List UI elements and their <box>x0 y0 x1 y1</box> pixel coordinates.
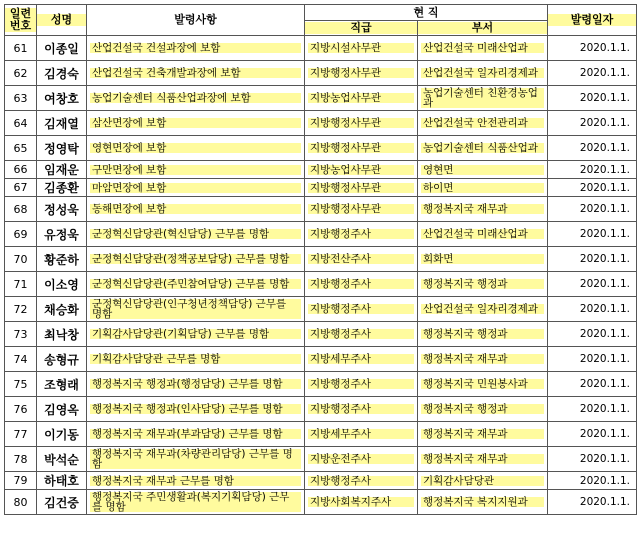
table-row <box>5 297 637 322</box>
table-row <box>5 247 637 272</box>
row-number: 63 <box>5 86 37 111</box>
table-row <box>5 86 637 111</box>
row-rank: 지방행정사무관 <box>305 197 418 222</box>
personnel-table-wrapper <box>4 4 636 515</box>
row-order: 행정복지국 행정과(행정담당) 근무를 명함 <box>87 372 305 397</box>
row-order: 군정혁신담당관(혁신담당) 근무를 명함 <box>87 222 305 247</box>
row-dept: 하이면 <box>418 179 548 197</box>
row-name: 김경숙 <box>37 61 87 86</box>
row-number: 70 <box>5 247 37 272</box>
table-row <box>5 322 637 347</box>
row-date: 2020.1.1. <box>548 322 637 347</box>
row-date: 2020.1.1. <box>548 247 637 272</box>
row-date: 2020.1.1. <box>548 297 637 322</box>
table-row <box>5 222 637 247</box>
row-order: 행정복지국 행정과(인사담당) 근무를 명함 <box>87 397 305 422</box>
row-date: 2020.1.1. <box>548 347 637 372</box>
row-date: 2020.1.1. <box>548 490 637 515</box>
row-date: 2020.1.1. <box>548 61 637 86</box>
row-rank: 지방행정주사 <box>305 322 418 347</box>
row-name: 이기동 <box>37 422 87 447</box>
row-date: 2020.1.1. <box>548 136 637 161</box>
row-dept: 기획감사담당관 <box>418 472 548 490</box>
row-name: 송형규 <box>37 347 87 372</box>
table-row <box>5 347 637 372</box>
table-row <box>5 272 637 297</box>
row-order: 군정혁신담당관(주민참여담당) 근무를 명함 <box>87 272 305 297</box>
row-order: 구만면장에 보함 <box>87 161 305 179</box>
row-name: 이소영 <box>37 272 87 297</box>
row-name: 정영탁 <box>37 136 87 161</box>
row-rank: 지방행정주사 <box>305 272 418 297</box>
row-date: 2020.1.1. <box>548 272 637 297</box>
row-name: 김재열 <box>37 111 87 136</box>
row-date: 2020.1.1. <box>548 179 637 197</box>
row-number: 64 <box>5 111 37 136</box>
row-number: 61 <box>5 36 37 61</box>
row-order: 기획감사담당관(기획담당) 근무를 명함 <box>87 322 305 347</box>
row-name: 이종일 <box>37 36 87 61</box>
row-name: 조형래 <box>37 372 87 397</box>
row-name: 채승화 <box>37 297 87 322</box>
row-date: 2020.1.1. <box>548 222 637 247</box>
table-row <box>5 490 637 515</box>
row-rank: 지방행정사무관 <box>305 136 418 161</box>
row-number: 69 <box>5 222 37 247</box>
header-name: 성명 <box>37 5 87 36</box>
row-dept: 행정복지국 재무과 <box>418 422 548 447</box>
row-dept: 농업기술센터 친환경농업과 <box>418 86 548 111</box>
row-number: 77 <box>5 422 37 447</box>
row-number: 73 <box>5 322 37 347</box>
table-row <box>5 197 637 222</box>
row-rank: 지방행정주사 <box>305 472 418 490</box>
row-dept: 행정복지국 재무과 <box>418 197 548 222</box>
row-name: 하태호 <box>37 472 87 490</box>
table-row <box>5 422 637 447</box>
row-rank: 지방행정사무관 <box>305 61 418 86</box>
row-dept: 영현면 <box>418 161 548 179</box>
row-order: 삼산면장에 보함 <box>87 111 305 136</box>
row-date: 2020.1.1. <box>548 372 637 397</box>
row-dept: 행정복지국 행정과 <box>418 322 548 347</box>
header-date: 발령일자 <box>548 5 637 36</box>
row-dept: 산업건설국 미래산업과 <box>418 222 548 247</box>
row-rank: 지방행정주사 <box>305 222 418 247</box>
header-current: 현 직 <box>305 5 548 21</box>
row-date: 2020.1.1. <box>548 397 637 422</box>
row-number: 71 <box>5 272 37 297</box>
row-dept: 산업건설국 안전관리과 <box>418 111 548 136</box>
row-date: 2020.1.1. <box>548 86 637 111</box>
row-rank: 지방세무주사 <box>305 422 418 447</box>
row-dept: 산업건설국 미래산업과 <box>418 36 548 61</box>
table-row <box>5 111 637 136</box>
header-rank: 직급 <box>305 21 418 36</box>
row-name: 정성욱 <box>37 197 87 222</box>
table-row <box>5 36 637 61</box>
row-date: 2020.1.1. <box>548 111 637 136</box>
row-date: 2020.1.1. <box>548 161 637 179</box>
row-number: 74 <box>5 347 37 372</box>
row-number: 67 <box>5 179 37 197</box>
header-dept: 부서 <box>418 21 548 36</box>
row-name: 황준하 <box>37 247 87 272</box>
table-row <box>5 136 637 161</box>
row-order: 산업건설국 건설과장에 보함 <box>87 36 305 61</box>
table-row <box>5 372 637 397</box>
row-order: 군정혁신담당관(인구청년정책담당) 근무를 명함 <box>87 297 305 322</box>
row-rank: 지방행정주사 <box>305 372 418 397</box>
row-order: 마암면장에 보함 <box>87 179 305 197</box>
row-rank: 지방운전주사 <box>305 447 418 472</box>
row-name: 박석순 <box>37 447 87 472</box>
row-rank: 지방세무주사 <box>305 347 418 372</box>
personnel-order-table <box>4 4 637 515</box>
row-order: 기획감사담당관 근무를 명함 <box>87 347 305 372</box>
row-order: 행정복지국 주민생활과(복지기획담당) 근무를 명함 <box>87 490 305 515</box>
table-row <box>5 161 637 179</box>
row-dept: 산업건설국 일자리경제과 <box>418 61 548 86</box>
row-number: 72 <box>5 297 37 322</box>
row-name: 임재운 <box>37 161 87 179</box>
row-order: 농업기술센터 식품산업과장에 보함 <box>87 86 305 111</box>
row-number: 68 <box>5 197 37 222</box>
row-order: 산업건설국 건축개발과장에 보함 <box>87 61 305 86</box>
row-order: 행정복지국 재무과 근무를 명함 <box>87 472 305 490</box>
row-dept: 행정복지국 복지지원과 <box>418 490 548 515</box>
row-name: 최낙창 <box>37 322 87 347</box>
table-row <box>5 397 637 422</box>
row-date: 2020.1.1. <box>548 422 637 447</box>
row-order: 영현면장에 보함 <box>87 136 305 161</box>
row-dept: 행정복지국 재무과 <box>418 347 548 372</box>
row-dept: 행정복지국 행정과 <box>418 397 548 422</box>
row-number: 65 <box>5 136 37 161</box>
row-number: 75 <box>5 372 37 397</box>
row-rank: 지방행정사무관 <box>305 111 418 136</box>
row-dept: 행정복지국 행정과 <box>418 272 548 297</box>
row-number: 78 <box>5 447 37 472</box>
table-row <box>5 447 637 472</box>
header-no: 일련번호 <box>5 5 37 36</box>
row-number: 62 <box>5 61 37 86</box>
row-order: 행정복지국 재무과(부과담당) 근무를 명함 <box>87 422 305 447</box>
row-rank: 지방행정주사 <box>305 297 418 322</box>
row-number: 80 <box>5 490 37 515</box>
row-dept: 행정복지국 재무과 <box>418 447 548 472</box>
header-order: 발령사항 <box>87 5 305 36</box>
row-rank: 지방농업사무관 <box>305 86 418 111</box>
row-date: 2020.1.1. <box>548 36 637 61</box>
row-rank: 지방행정사무관 <box>305 179 418 197</box>
table-row <box>5 472 637 490</box>
row-rank: 지방사회복지주사 <box>305 490 418 515</box>
row-rank: 지방농업사무관 <box>305 161 418 179</box>
row-rank: 지방행정주사 <box>305 397 418 422</box>
row-order: 동해면장에 보함 <box>87 197 305 222</box>
row-number: 66 <box>5 161 37 179</box>
row-name: 김건중 <box>37 490 87 515</box>
row-rank: 지방전산주사 <box>305 247 418 272</box>
table-row <box>5 179 637 197</box>
row-name: 김영옥 <box>37 397 87 422</box>
row-name: 여창호 <box>37 86 87 111</box>
row-date: 2020.1.1. <box>548 472 637 490</box>
row-order: 군정혁신담당관(정책공보담당) 근무를 명함 <box>87 247 305 272</box>
row-date: 2020.1.1. <box>548 447 637 472</box>
row-dept: 농업기술센터 식품산업과 <box>418 136 548 161</box>
row-date: 2020.1.1. <box>548 197 637 222</box>
row-number: 76 <box>5 397 37 422</box>
row-name: 김종환 <box>37 179 87 197</box>
row-number: 79 <box>5 472 37 490</box>
table-body <box>5 36 637 515</box>
row-dept: 산업건설국 일자리경제과 <box>418 297 548 322</box>
table-row <box>5 61 637 86</box>
row-order: 행정복지국 재무과(차량관리담당) 근무를 명함 <box>87 447 305 472</box>
row-rank: 지방시설사무관 <box>305 36 418 61</box>
row-name: 유정욱 <box>37 222 87 247</box>
row-dept: 회화면 <box>418 247 548 272</box>
row-dept: 행정복지국 민원봉사과 <box>418 372 548 397</box>
